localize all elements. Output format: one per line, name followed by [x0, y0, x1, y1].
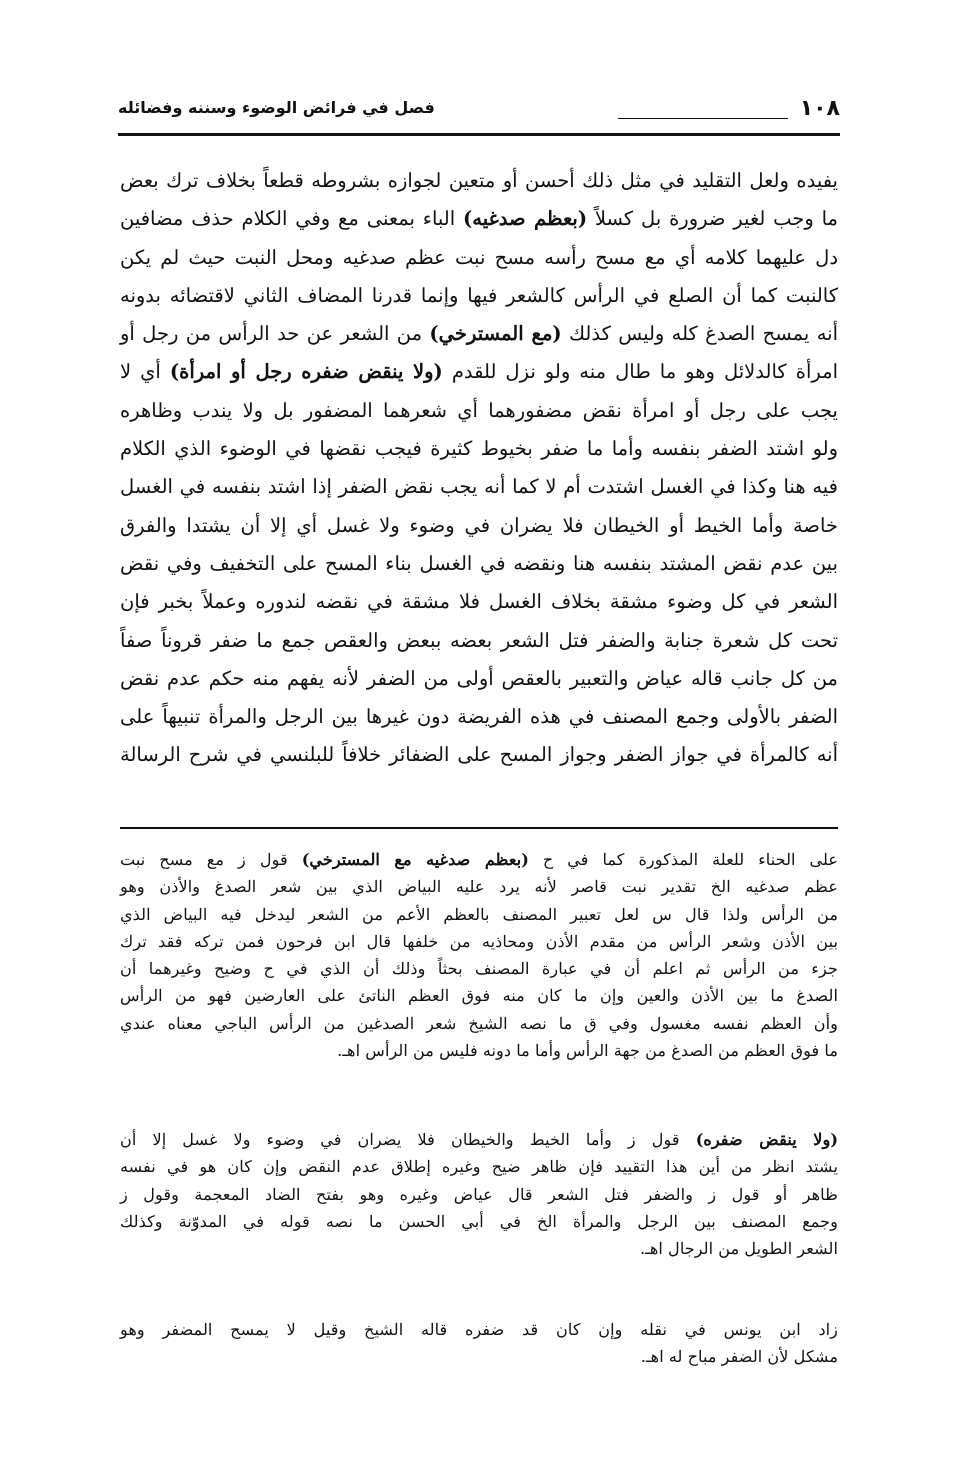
- text-line: [120, 1126, 838, 1153]
- text-segment: الصدغ ما بين الأذن والعين وإن ما كان منه فوق العظم الناتئ على العارضين فهو من الرأس: [120, 986, 838, 1006]
- text-line: [120, 239, 838, 277]
- text-segment: أنه يمسح الصدغ كله وليس كذلك: [561, 322, 838, 346]
- text-segment: دل عليهما كلامه أي مع مسح رأسه مسح نبت عظم صدغيه ومحل النبت حيث لم يكن: [120, 245, 838, 269]
- main-text: [120, 162, 838, 775]
- text-segment: يشتد انظر من أين هذا التقييد فإن ظاهر ضيح وغيره إطلاق عدم النقض وإن كان هو في نفسه: [120, 1157, 838, 1177]
- footnote-1: [120, 846, 838, 1064]
- text-segment: أي لا: [120, 360, 170, 384]
- text-segment: مشكل لأن الضفر مباح له اهـ.: [640, 1347, 838, 1367]
- bold-quote: (ولا ينقض ضفره): [695, 1130, 838, 1149]
- text-line: [120, 468, 838, 506]
- text-segment: يفيده ولعل التقليد في مثل ذلك أحسن أو متعين لجوازه بشروطه قطعاً بخلاف ترك بعض: [120, 169, 838, 192]
- text-line: [120, 162, 838, 200]
- text-segment: من الرأس ولذا قال س لعل تعبير المصنف بالعظم الأعم من الشعر ليدخل فيه البياض الذي: [120, 904, 838, 924]
- text-segment: الضفر بالأولى وجمع المصنف في هذه الفريضة دون غيرها بين الرجل والمرأة تنبيهاً على: [120, 705, 838, 729]
- footnote-separator: [120, 827, 838, 829]
- text-segment: عظم صدغيه الخ تقدير نبت قاصر لأنه يرد عليه البياض الذي بين شعر الصدغ والأذن وهو: [120, 877, 838, 897]
- text-line: [120, 982, 838, 1009]
- text-segment: فيه هنا وكذا في الغسل اشتدت أم لا كما أنه يجب نقض الضفر إذا اشتد بنفسه في الغسل: [120, 475, 838, 499]
- text-segment: ظاهر أو قول ز والضفر فتل الشعر قال عياض وغيره وهو بفتح الضاد المعجمة وقول ز: [120, 1184, 838, 1204]
- text-line: [120, 430, 838, 468]
- text-segment: على الحناء للعلة المذكورة كما في ح: [528, 850, 838, 869]
- text-segment: من كل جانب قاله عياض والتعبير بالعقص أولى من الضفر لأنه يفهم منه حكم عدم نقض: [120, 666, 838, 690]
- text-line: [120, 353, 838, 391]
- text-line: [120, 846, 838, 873]
- text-line: [120, 1153, 838, 1180]
- text-line: [120, 507, 838, 545]
- text-line: [120, 392, 838, 430]
- text-segment: يجب على رجل أو امرأة نقض مضفورهما أي شعرهما المضفور بل ولا يندب وظاهره: [120, 398, 838, 422]
- text-segment: كالنبت كما أن الصلع في الرأس كالشعر فيها وإنما قدرنا المضاف الثاني لاقتضائه بدونه: [120, 283, 838, 307]
- text-line: [120, 698, 838, 736]
- header-divider: [618, 118, 788, 119]
- text-segment: وأن العظم نفسه مغسول وفي ق ما نصه الشيخ شعر الصدغين من الرأس الباجي معناه عندي: [120, 1013, 838, 1033]
- text-line: [120, 1235, 838, 1262]
- text-line: [120, 1208, 838, 1235]
- text-segment: قول ز وأما الخيط والخيطان فلا يضران في وضوء ولا غسل إلا أن: [120, 1130, 696, 1149]
- bold-quote: (ولا ينقض ضفره رجل أو امرأة): [169, 360, 443, 384]
- chapter-title: فصل في فرائض الوضوء وسننه وفضائله: [118, 98, 435, 117]
- text-line: [120, 1010, 838, 1037]
- text-line: [120, 200, 838, 238]
- text-line: [120, 955, 838, 982]
- text-segment: بين الأذن وشعر الرأس من مقدم الأذن ومحاذيه من خلفها قال ابن فرحون فمن تركه فقد ترك: [120, 931, 838, 951]
- text-segment: قول ز مع مسح نبت: [120, 850, 302, 869]
- text-line: [120, 928, 838, 955]
- text-line: [120, 583, 838, 621]
- text-line: [120, 277, 838, 315]
- text-segment: ما وجب لغير ضرورة بل كسلاً: [587, 207, 838, 231]
- bold-quote: (بعظم صدغيه): [463, 207, 588, 231]
- text-line: [120, 1343, 838, 1370]
- text-segment: خاصة وأما الخيط أو الخيطان فلا يضران في وضوء ولا غسل أي إلا أن يشتدا والفرق: [120, 513, 838, 537]
- text-segment: ولو اشتد الضفر بنفسه وأما ما ضفر بخيوط كثيرة فيجب نقضها في الوضوء الذي الكلام: [120, 437, 838, 461]
- text-segment: أنه كالمرأة في جواز الضفر وجواز المسح على الضفائر خلافاً للبلنسي في شرح الرسالة: [120, 743, 838, 767]
- text-line: [120, 545, 838, 583]
- text-segment: من الشعر عن حد الرأس من رجل أو: [120, 322, 430, 346]
- bold-quote: (بعظم صدغيه مع المسترخي): [301, 850, 529, 869]
- text-line: [120, 873, 838, 900]
- text-line: [120, 736, 838, 774]
- text-line: [120, 1181, 838, 1208]
- text-segment: ما فوق العظم من الصدغ من جهة الرأس وأما ما دونه فليس من الرأس اهـ.: [337, 1041, 838, 1061]
- header-rule: [118, 133, 840, 136]
- text-segment: جزء من الرأس ثم اعلم أن في عبارة المصنف بحثاً وذلك أن الذي في ح وضيح وغيرهما أن: [120, 959, 838, 979]
- text-segment: الشعر الطويل من الرجال اهـ.: [639, 1239, 838, 1259]
- text-line: [120, 1037, 838, 1064]
- text-segment: تحت كل شعرة جنابة والضفر فتل الشعر بعضه ببعض والعقص جمع ما ضفر قروناً صفاً: [120, 628, 838, 652]
- text-segment: زاد ابن يونس في نقله وإن كان قد ضفره قاله الشيخ وقيل لا يمسح المضفر وهو: [120, 1320, 838, 1339]
- footnote-2: [120, 1126, 838, 1262]
- text-segment: الباء بمعنى مع وفي الكلام حذف مضافين: [120, 207, 464, 231]
- text-line: [120, 1316, 838, 1343]
- text-line: [120, 901, 838, 928]
- bold-quote: (مع المسترخي): [429, 322, 562, 346]
- text-line: [120, 660, 838, 698]
- running-header: [118, 96, 840, 124]
- text-segment: وجمع المصنف بين الرجل والمرأة الخ في أبي الحسن ما نصه قوله في المدوّنة وكذلك: [120, 1211, 838, 1231]
- text-segment: امرأة كالدلائل وهو ما طال منه ولو نزل للقدم: [442, 360, 838, 384]
- text-segment: الشعر في كل وضوء مشقة بخلاف الغسل فلا مشقة في نقضه لندوره وعملاً بخبر فإن: [120, 590, 838, 614]
- text-segment: بين عدم نقض المشتد بنفسه هنا ونقضه في الغسل بناء المسح على التخفيف وفي نقض: [120, 551, 838, 575]
- text-line: [120, 622, 838, 660]
- footnote-3: [120, 1316, 838, 1371]
- text-line: [120, 315, 838, 353]
- page-number: ١٠٨: [799, 96, 840, 121]
